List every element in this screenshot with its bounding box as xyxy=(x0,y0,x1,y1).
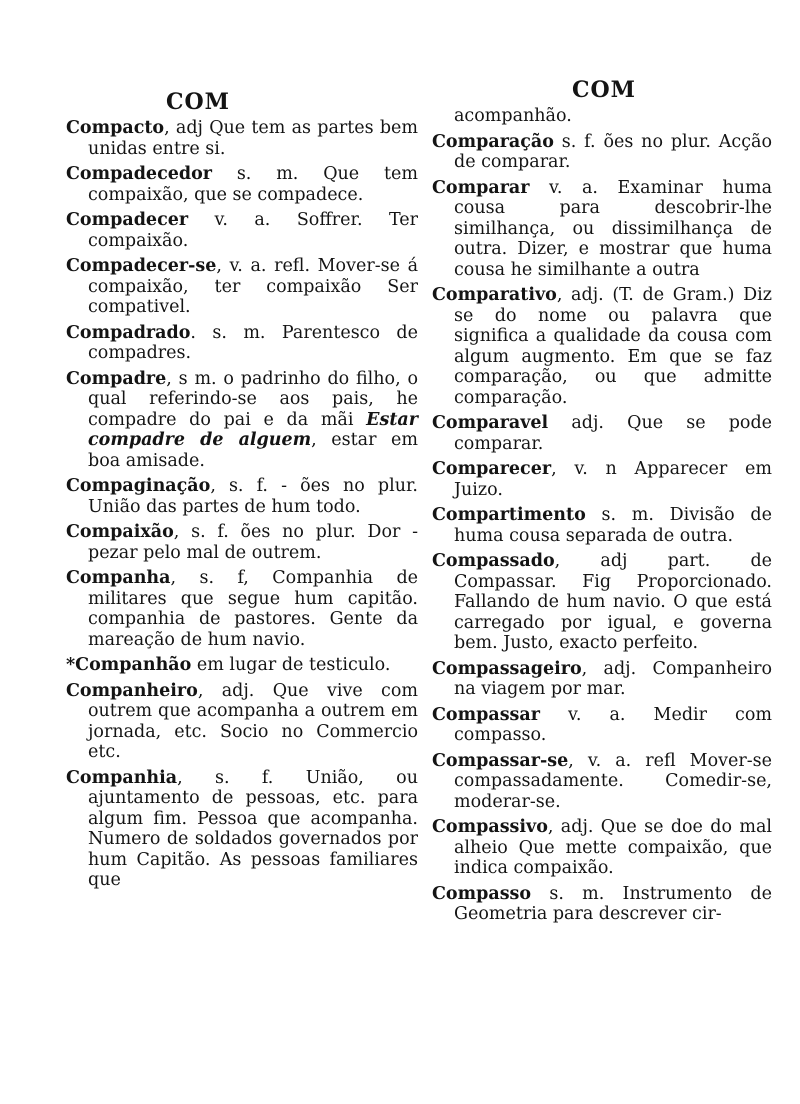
definition: , adj part. de Compassar. Fig Proporcionado. Fallando de hum navio. O que está carregado por igual, e governa bem. Justo, exacto perfeito. xyxy=(454,551,772,653)
entry-compassar xyxy=(432,705,772,746)
entry-compaginacao xyxy=(66,476,418,517)
entry-compadre xyxy=(66,369,418,472)
entry-companha xyxy=(66,568,418,650)
entry-compassar-se xyxy=(432,751,772,813)
definition: , s. f. ões no plur. Dor - pezar pelo mal de outrem. xyxy=(88,522,418,563)
definition: v. a. Examinar huma cousa para descobrir-lhe similhança, ou dissimilhança de outra. Dizer, e mostrar que huma cousa he similhante a outra xyxy=(454,177,772,280)
headword: Compadecedor xyxy=(66,164,212,184)
left-column xyxy=(66,90,418,896)
definition: s. m. Instrumento de Geometria para descrever cir- xyxy=(454,883,772,924)
headword: Compacto xyxy=(66,118,165,138)
headword: Compassar xyxy=(432,704,540,725)
headword: Compartimento xyxy=(432,505,586,525)
headword: Compassivo xyxy=(432,817,548,837)
headword: Comparação xyxy=(432,131,554,152)
definition: , v. a. refl. Mover-se á compaixão, ter compaixão Ser compativel. xyxy=(88,256,418,317)
definition: , s m. o padrinho do filho, o qual referindo-se aos pais, he compadre do pai e da mãi xyxy=(88,368,418,430)
right-column xyxy=(432,78,772,930)
entry-comparavel xyxy=(432,413,772,454)
headword: Compassageiro xyxy=(432,658,582,679)
definition: , s. f, Companhia de militares que segue hum capitão. companhia de pastores. Gente da mareação de hum navio. xyxy=(88,568,418,650)
left-column-header: COM xyxy=(166,89,231,115)
definition: . s. m. Parentesco de compadres. xyxy=(88,322,418,363)
headword: Companha xyxy=(66,568,171,588)
entry-compassageiro xyxy=(432,659,772,700)
headword: Compadre xyxy=(66,368,167,389)
definition: s. f. ões no plur. Acção de comparar. xyxy=(454,131,772,172)
headword: Compasso xyxy=(432,883,532,904)
definition: , s. f. - ões no plur. União das partes de hum todo. xyxy=(88,476,418,517)
headword: Comparar xyxy=(432,177,530,198)
definition: adj. Que se pode comparar. xyxy=(454,413,772,454)
definition: , v. a. refl Mover-se compassadamente. Comedir-se, moderar-se. xyxy=(454,750,772,812)
headword: Compassado xyxy=(432,551,555,571)
entry-compadecedor xyxy=(66,164,418,205)
definition: , adj. Companheiro na viagem por mar. xyxy=(454,658,772,699)
headword: Compadrado xyxy=(66,322,191,343)
definition: s. m. Divisão de huma cousa separada de outra. xyxy=(454,505,772,546)
entry-comparecer xyxy=(432,459,772,500)
phrase: Estar compadre de alguem xyxy=(88,409,418,450)
headword: Compadecer-se xyxy=(66,256,217,276)
entry-comparar xyxy=(432,178,772,281)
definition: em lugar de testiculo. xyxy=(191,655,391,675)
definition: , v. n Apparecer em Juizo. xyxy=(454,459,772,500)
headword: *Companhão xyxy=(66,655,192,675)
entry-compassado xyxy=(432,551,772,654)
entry-comparativo xyxy=(432,285,772,408)
entry-compadecer-se xyxy=(66,256,418,318)
definition: , adj. (T. de Gram.) Diz se do nome ou palavra que significa a qualidade da cousa com algum augmento. Em que se faz comparação, ou que admitte comparação. xyxy=(454,285,772,408)
definition-tail: , estar em boa amisade. xyxy=(88,430,418,471)
entry-comparacao xyxy=(432,132,772,173)
entry-companhao xyxy=(66,655,418,676)
definition: s. m. Que tem compaixão, que se compadece. xyxy=(88,164,418,205)
definition: v. a. Soffrer. Ter compaixão. xyxy=(88,210,418,251)
headword: Companheiro xyxy=(66,680,198,701)
headword: Compaginação xyxy=(66,476,211,496)
entry-compadecer xyxy=(66,210,418,251)
entry-compassivo xyxy=(432,817,772,879)
carryover-text: acompanhão. xyxy=(454,106,572,126)
headword: Companhia xyxy=(66,767,178,788)
headword: Compadecer xyxy=(66,210,189,230)
entry-companhia xyxy=(66,768,418,891)
entry-compadrado xyxy=(66,323,418,364)
entry-compaixao xyxy=(66,522,418,563)
entry-compacto xyxy=(66,118,418,159)
headword: Comparecer xyxy=(432,459,552,479)
headword: Compassar-se xyxy=(432,750,569,771)
definition: v. a. Medir com compasso. xyxy=(454,704,772,745)
headword: Compaixão xyxy=(66,522,174,542)
headword: Comparativo xyxy=(432,285,557,305)
definition: , s. f. União, ou ajuntamento de pessoas, etc. para algum fim. Pessoa que acompanha. Numero de soldados governados por hum Capitão. As pessoas familiares que xyxy=(88,767,418,890)
entry-companheiro xyxy=(66,681,418,763)
headword: Comparavel xyxy=(432,413,549,433)
definition: , adj. Que se doe do mal alheio Que mette compaixão, que indica compaixão. xyxy=(454,817,772,878)
right-column-header: COM xyxy=(572,77,637,103)
definition: , adj. Que vive com outrem que acompanha a outrem em jornada, etc. Socio no Commercio etc. xyxy=(88,680,418,762)
entry-compartimento xyxy=(432,505,772,546)
definition: , adj Que tem as partes bem unidas entre si. xyxy=(88,118,418,159)
entry-compasso xyxy=(432,884,772,925)
